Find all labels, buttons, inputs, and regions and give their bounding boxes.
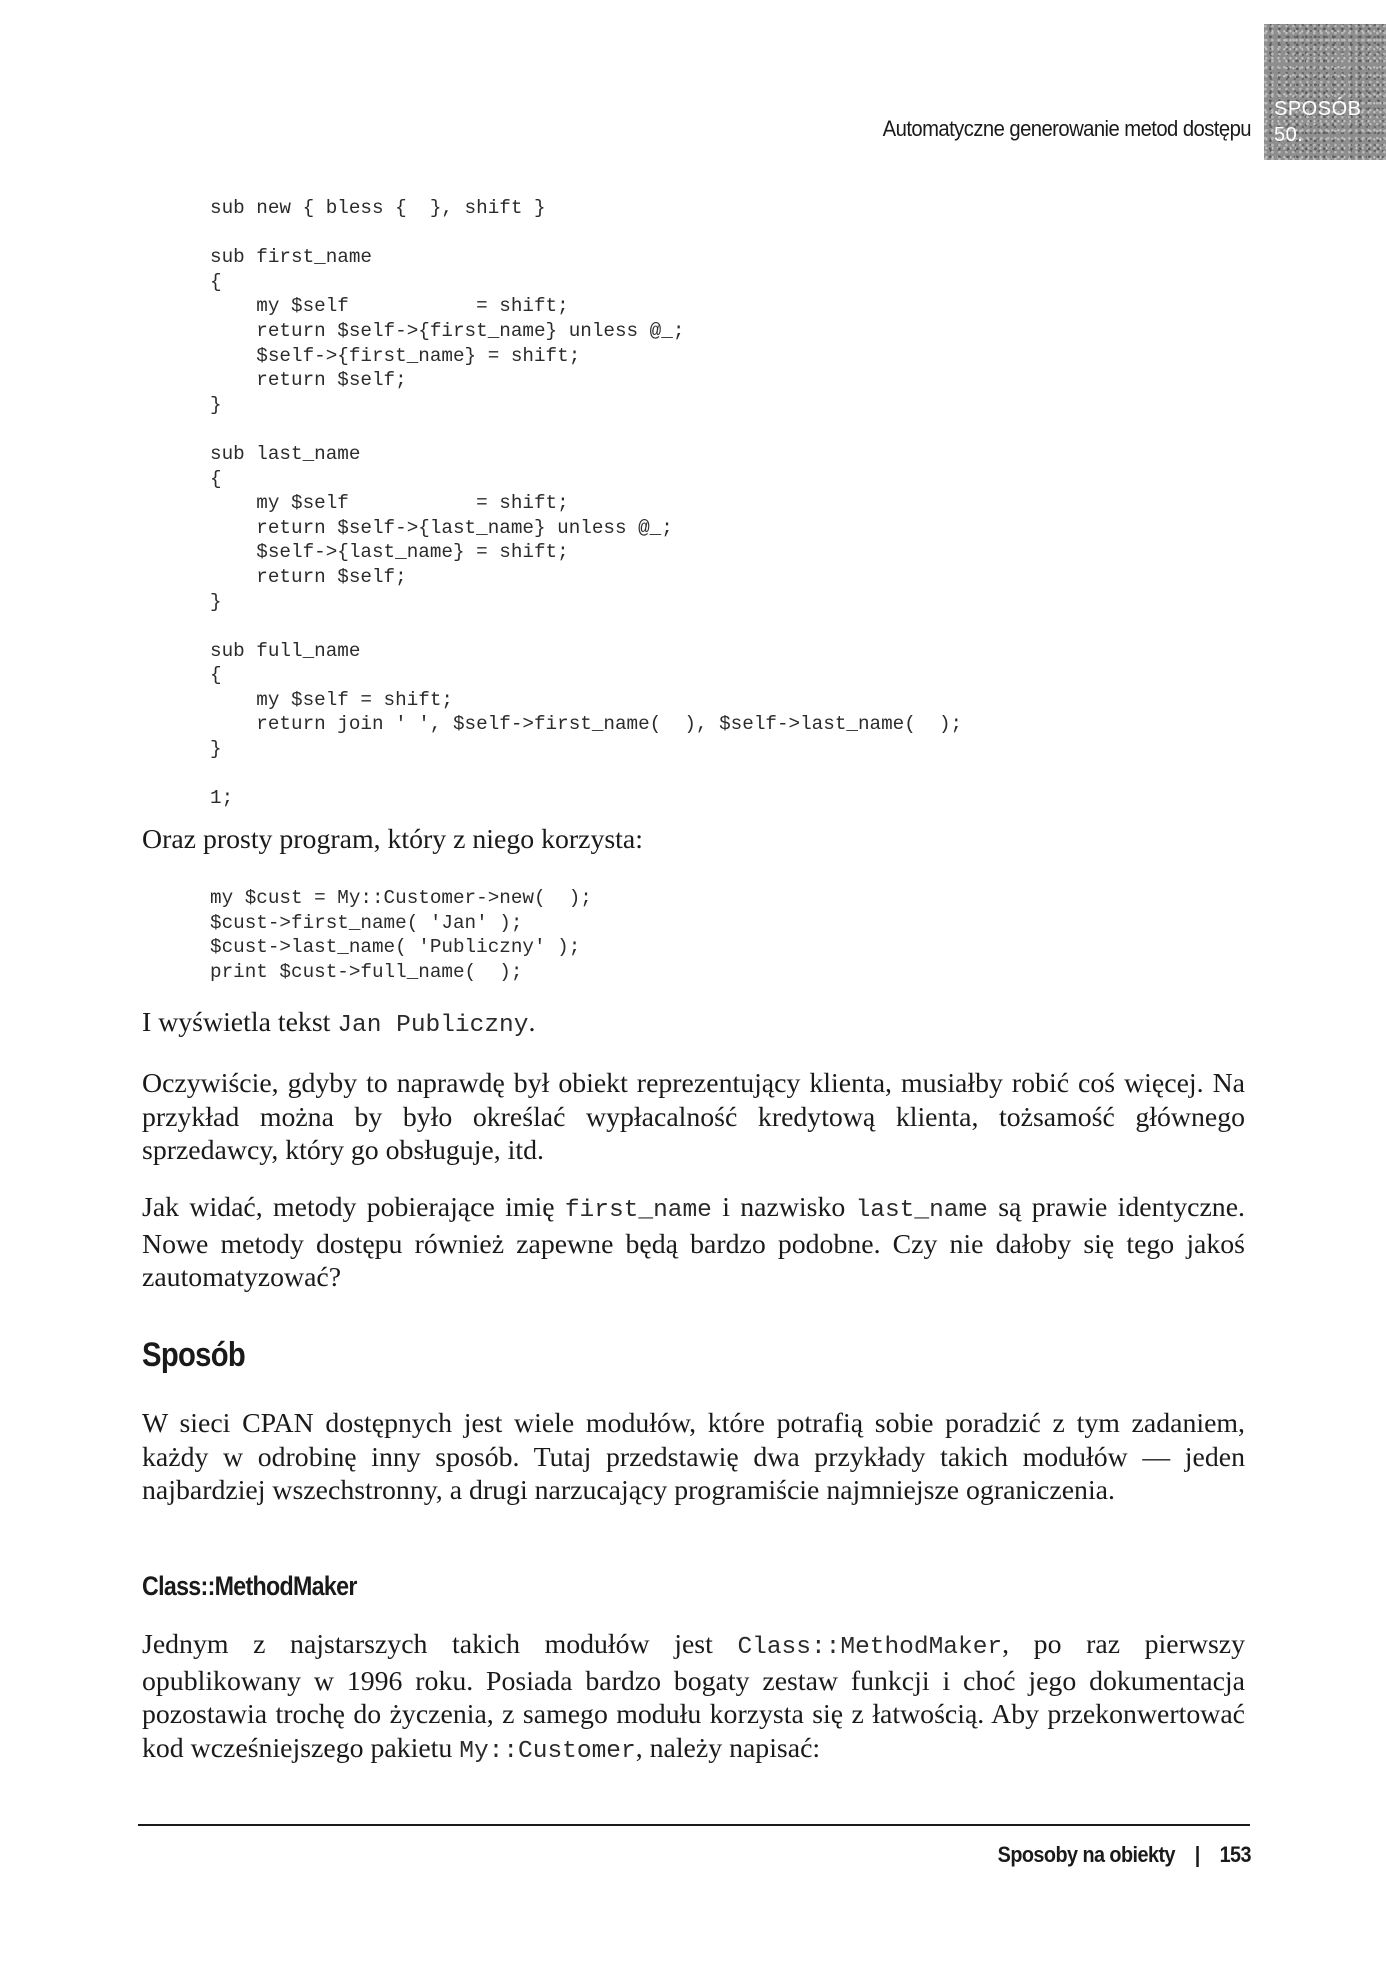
paragraph-text: .: [528, 1007, 536, 1038]
paragraph-text: , należy napisać:: [635, 1732, 821, 1764]
paragraph-text: Jak widać, metody pobierające imię: [142, 1192, 565, 1223]
section-heading: Sposób: [142, 1336, 246, 1374]
paragraph-text: I wyświetla tekst: [142, 1007, 338, 1038]
section-tab: [1264, 24, 1386, 160]
footer-separator: |: [1194, 1842, 1200, 1867]
paragraph-methodmaker: [142, 1628, 1245, 1768]
section-tab-word: SPOSÓB: [1274, 98, 1362, 120]
paragraph-text: Jednym z najstarszych takich modułów jest: [142, 1629, 738, 1660]
paragraph-accessors-identical: [142, 1191, 1245, 1295]
paragraph-text: , po raz pierwszy opublikowany w 1996 roku. Posiada bardzo bogaty zestaw funkcji i choć jego dokumentacja pozostawia trochę do życzenia, z samego modułu korzysta się z łatwością. Aby przekonwertować kod wcześniejszego pakietu: [142, 1629, 1245, 1764]
inline-code: Class::MethodMaker: [737, 1634, 1003, 1661]
paragraph-text: i nazwisko: [711, 1192, 856, 1223]
subsection-heading: Class::MethodMaker: [142, 1571, 357, 1601]
paragraph-output: [142, 1006, 1245, 1043]
footer-rule: [138, 1824, 1250, 1826]
inline-code: first_name: [564, 1197, 712, 1224]
code-listing-customer-class: sub new { bless { }, shift } sub first_name { my $self = shift; return $self->{first_name} unless @_; $self->{first_name} = shift; return $self; } sub last_name { my $self = shift; return $self->{last_name} unless @_; $self->{last_name} = shift; return $self; } sub full_name { my $self = shift; return join ' ', $self->first_name( ), $self->last_name( ); } 1;: [210, 197, 963, 810]
footer-chapter-title: Sposoby na obiekty: [997, 1842, 1175, 1867]
running-title: Automatyczne generowanie metod dostępu: [882, 116, 1251, 141]
paragraph-intro-program: Oraz prosty program, który z niego korzysta:: [142, 824, 643, 855]
section-tab-number: 50.: [1274, 124, 1304, 146]
page-footer: [755, 1842, 1251, 1868]
inline-code: My::Customer: [459, 1737, 636, 1765]
inline-code: Jan Publiczny: [337, 1012, 529, 1039]
page-number: 153: [1219, 1842, 1251, 1867]
code-listing-usage: my $cust = My::Customer->new( ); $cust->first_name( 'Jan' ); $cust->last_name( 'Publiczny' ); print $cust->full_name( );: [210, 887, 592, 983]
inline-code: last_name: [855, 1197, 988, 1224]
paragraph-text: są prawie identyczne. Nowe metody dostępu również zapewne będą bardzo podobne. Czy nie dałoby się tego jakoś zautomatyzować?: [142, 1192, 1245, 1293]
paragraph-real-customer: Oczywiście, gdyby to naprawdę był obiekt reprezentujący klienta, musiałby robić coś więcej. Na przykład można by było określać wypłacalność kredytową klienta, tożsamość głównego sprzedawcy, który go obsługuje, itd.: [142, 1068, 1245, 1166]
paragraph-cpan-modules: W sieci CPAN dostępnych jest wiele modułów, które potrafią sobie poradzić z tym zadaniem, każdy w odrobinę inny sposób. Tutaj przedstawię dwa przykłady takich modułów — jeden najbardziej wszechstronny, a drugi narzucający programiście najmniejsze ograniczenia.: [142, 1408, 1245, 1506]
